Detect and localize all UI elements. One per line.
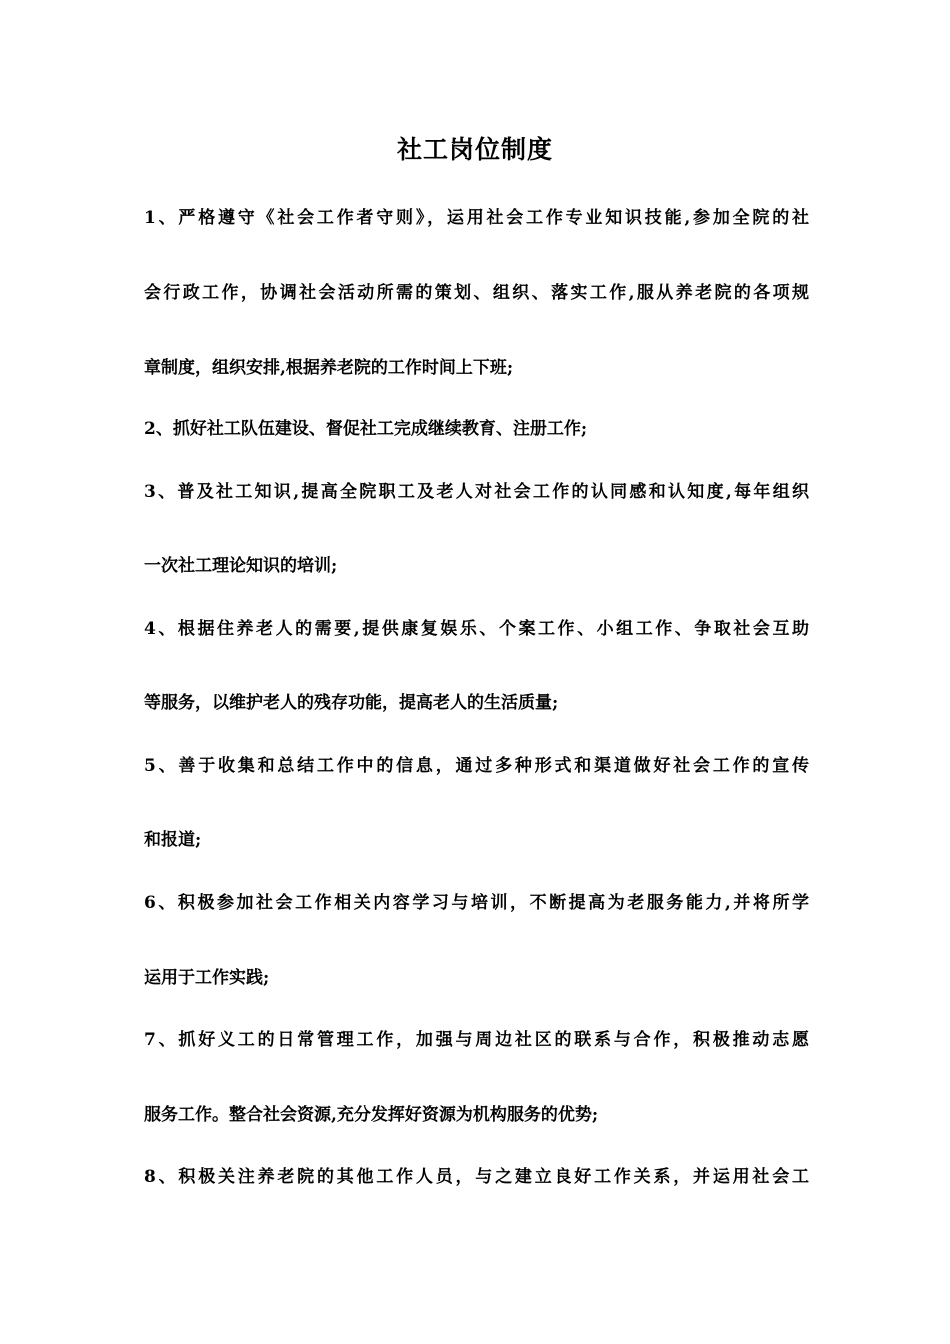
text-line-12: 运用于工作实践; xyxy=(144,968,270,988)
text-line-14: 服务工作。整合社会资源,充分发挥好资源为机构服务的优势; xyxy=(144,1105,599,1125)
document-title: 社工岗位制度 xyxy=(396,135,553,164)
text-line-4: 2、抓好社工队伍建设、督促社工完成继续教育、注册工作; xyxy=(144,419,588,439)
text-line-6: 一次社工理论知识的培训; xyxy=(144,556,338,576)
text-line-11: 6、积极参加社会工作相关内容学习与培训，不断提高为老服务能力,并将所学 xyxy=(144,893,809,913)
text-line-1: 1、严格遵守《社会工作者守则》，运用社会工作专业知识技能,参加全院的社 xyxy=(144,208,809,228)
text-line-13: 7、抓好义工的日常管理工作，加强与周边社区的联系与合作，积极推动志愿 xyxy=(144,1030,809,1050)
text-line-3: 章制度，组织安排,根据养老院的工作时间上下班; xyxy=(144,358,514,378)
text-line-2: 会行政工作，协调社会活动所需的策划、组织、落实工作,服从养老院的各项规 xyxy=(144,283,809,303)
text-line-5: 3、普及社工知识,提高全院职工及老人对社会工作的认同感和认知度,每年组织 xyxy=(144,482,809,502)
text-line-7: 4、根据住养老人的需要,提供康复娱乐、个案工作、小组工作、争取社会互助 xyxy=(144,619,809,639)
text-line-9: 5、善于收集和总结工作中的信息，通过多种形式和渠道做好社会工作的宣传 xyxy=(144,756,809,776)
text-line-15: 8、积极关注养老院的其他工作人员，与之建立良好工作关系，并运用社会工 xyxy=(144,1167,809,1187)
text-line-8: 等服务，以维护老人的残存功能，提高老人的生活质量; xyxy=(144,693,559,713)
text-line-10: 和报道; xyxy=(144,830,202,850)
